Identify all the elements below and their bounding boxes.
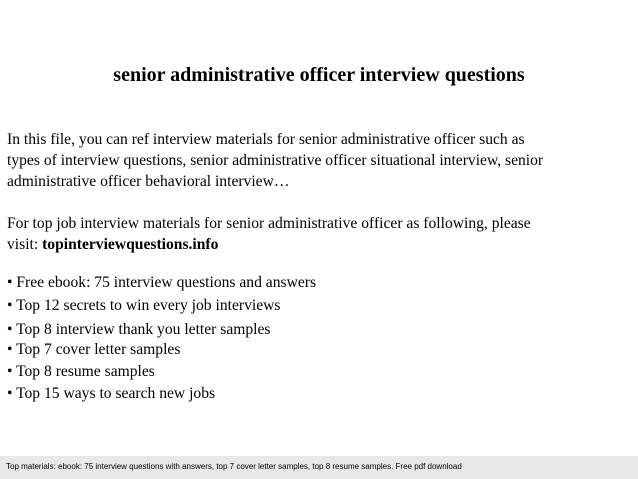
site-link[interactable]: topinterviewquestions.info	[42, 236, 219, 253]
page-title: senior administrative officer interview questions	[113, 64, 525, 86]
list-item: • Top 8 resume samples	[7, 363, 155, 380]
intro-line: In this file, you can ref interview materials for senior administrative officer such as	[7, 131, 525, 148]
intro-paragraph	[7, 129, 631, 192]
list-item: • Top 12 secrets to win every job interviews	[7, 297, 281, 314]
list-item: • Free ebook: 75 interview questions and answers	[7, 274, 317, 291]
footer-text: Top materials: ebook: 75 interview questions with answers, top 7 cover letter samples, top 8 resume samples. Free pdf download	[6, 462, 462, 471]
visit-label: visit:	[7, 236, 43, 253]
bullet-list	[7, 272, 316, 404]
intro-line: types of interview questions, senior administrative officer situational interview, senior	[7, 152, 544, 169]
promo-visit-line	[7, 234, 631, 255]
promo-paragraph	[7, 213, 631, 255]
list-item: • Top 7 cover letter samples	[7, 341, 181, 358]
promo-line: For top job interview materials for senior administrative officer as following, please	[7, 215, 531, 232]
list-item: • Top 8 interview thank you letter samples	[7, 321, 271, 338]
list-item: • Top 15 ways to search new jobs	[7, 385, 216, 402]
footer-bar	[0, 456, 638, 479]
intro-line: administrative officer behavioral interview…	[7, 173, 290, 190]
